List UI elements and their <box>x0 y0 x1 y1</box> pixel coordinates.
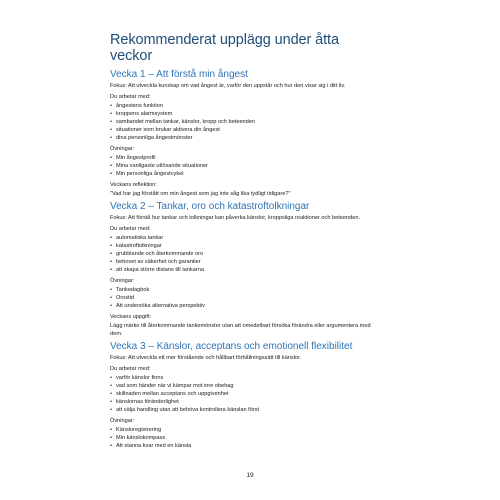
list-item: • ångestens funktion <box>110 102 380 110</box>
list-item: • behovet av säkerhet och garantier <box>110 258 380 266</box>
list-item: • Orostid <box>110 294 380 302</box>
week-3-work-list <box>110 374 380 414</box>
week-3-exercise-list <box>110 426 380 450</box>
week-1-work-list <box>110 102 380 142</box>
page-title: Rekommenderat upplägg under åtta veckor <box>110 32 339 64</box>
list-item: • Tankedagbok <box>110 286 380 294</box>
list-item: • känslornas föränderlighet <box>110 398 380 406</box>
week-2-task-text: Lägg märke till återkommande tankemönster utan att omedelbart försöka förändra eller argumentera med dem. <box>110 323 371 337</box>
week-1-reflection-text: "Vad har jag förstått om min ångest som jag inte såg lika tydligt tidigare?" <box>110 191 291 197</box>
list-item: • Mina vanligaste utlösande situationer <box>110 162 380 170</box>
list-item: • sambandet mellan tankar, känslor, kropp och beteenden <box>110 118 380 126</box>
list-item: • skillnaden mellan acceptans och uppgivenhet <box>110 390 380 398</box>
list-item: • kroppens alarmsystem <box>110 110 380 118</box>
week-1-reflection-label: Veckans reflektion: <box>110 182 157 188</box>
week-3-heading: Vecka 3 – Känslor, acceptans och emotionell flexibilitet <box>110 341 353 352</box>
document-page <box>110 32 380 452</box>
week-1-exercise-list <box>110 154 380 178</box>
list-item: • Min känslokompass <box>110 434 380 442</box>
week-2-task-label: Veckans uppgift: <box>110 314 152 320</box>
week-2-exercise-list <box>110 286 380 310</box>
page-number: 19 <box>246 472 254 479</box>
list-item: • att skapa större distans till tankarna <box>110 266 380 274</box>
week-1-work-label: Du arbetar med: <box>110 94 151 100</box>
week-2-section <box>110 201 380 338</box>
list-item: • Känsloregistrering <box>110 426 380 434</box>
list-item: • vad som händer när vi kämpar mot inre obehag <box>110 382 380 390</box>
week-1-heading: Vecka 1 – Att förstå min ångest <box>110 69 248 80</box>
list-item: • katastroftolkningar <box>110 242 380 250</box>
list-item: • situationer som brukar aktivera din ångest <box>110 126 380 134</box>
list-item: • Min ångestprofil <box>110 154 380 162</box>
week-2-work-list <box>110 234 380 274</box>
week-2-work-label: Du arbetar med: <box>110 226 151 232</box>
list-item: • grubblande och återkommande oro <box>110 250 380 258</box>
week-2-heading: Vecka 2 – Tankar, oro och katastroftolkningar <box>110 201 310 212</box>
week-3-focus: Fokus: Att utveckla ett mer förstående och hållbart förhållningssätt till känslor. <box>110 355 302 361</box>
week-2-focus: Fokus: Att förstå hur tankar och tolkningar kan påverka känslor, kroppsliga reaktioner och beteenden. <box>110 215 360 221</box>
list-item: • att välja handling utan att behöva kontrollera känslan först <box>110 406 380 414</box>
week-3-work-label: Du arbetar med: <box>110 366 151 372</box>
list-item: • Att undersöka alternativa perspektiv <box>110 302 380 310</box>
list-item: • Min personliga ångestcykel <box>110 170 380 178</box>
list-item: • dina personliga ångestmönster <box>110 134 380 142</box>
list-item: • automatiska tankar <box>110 234 380 242</box>
week-3-section <box>110 341 380 450</box>
list-item: • varför känslor finns <box>110 374 380 382</box>
week-2-exercise-label: Övningar: <box>110 278 135 284</box>
week-1-exercise-label: Övningar: <box>110 146 135 152</box>
week-1-focus: Fokus: Att utveckla kunskap om vad ångest är, varför den uppstår och hur den visar sig i ditt liv. <box>110 83 346 89</box>
week-1-section <box>110 69 380 198</box>
week-3-exercise-label: Övningar: <box>110 418 135 424</box>
list-item: • Att stanna kvar med en känsla <box>110 442 380 450</box>
